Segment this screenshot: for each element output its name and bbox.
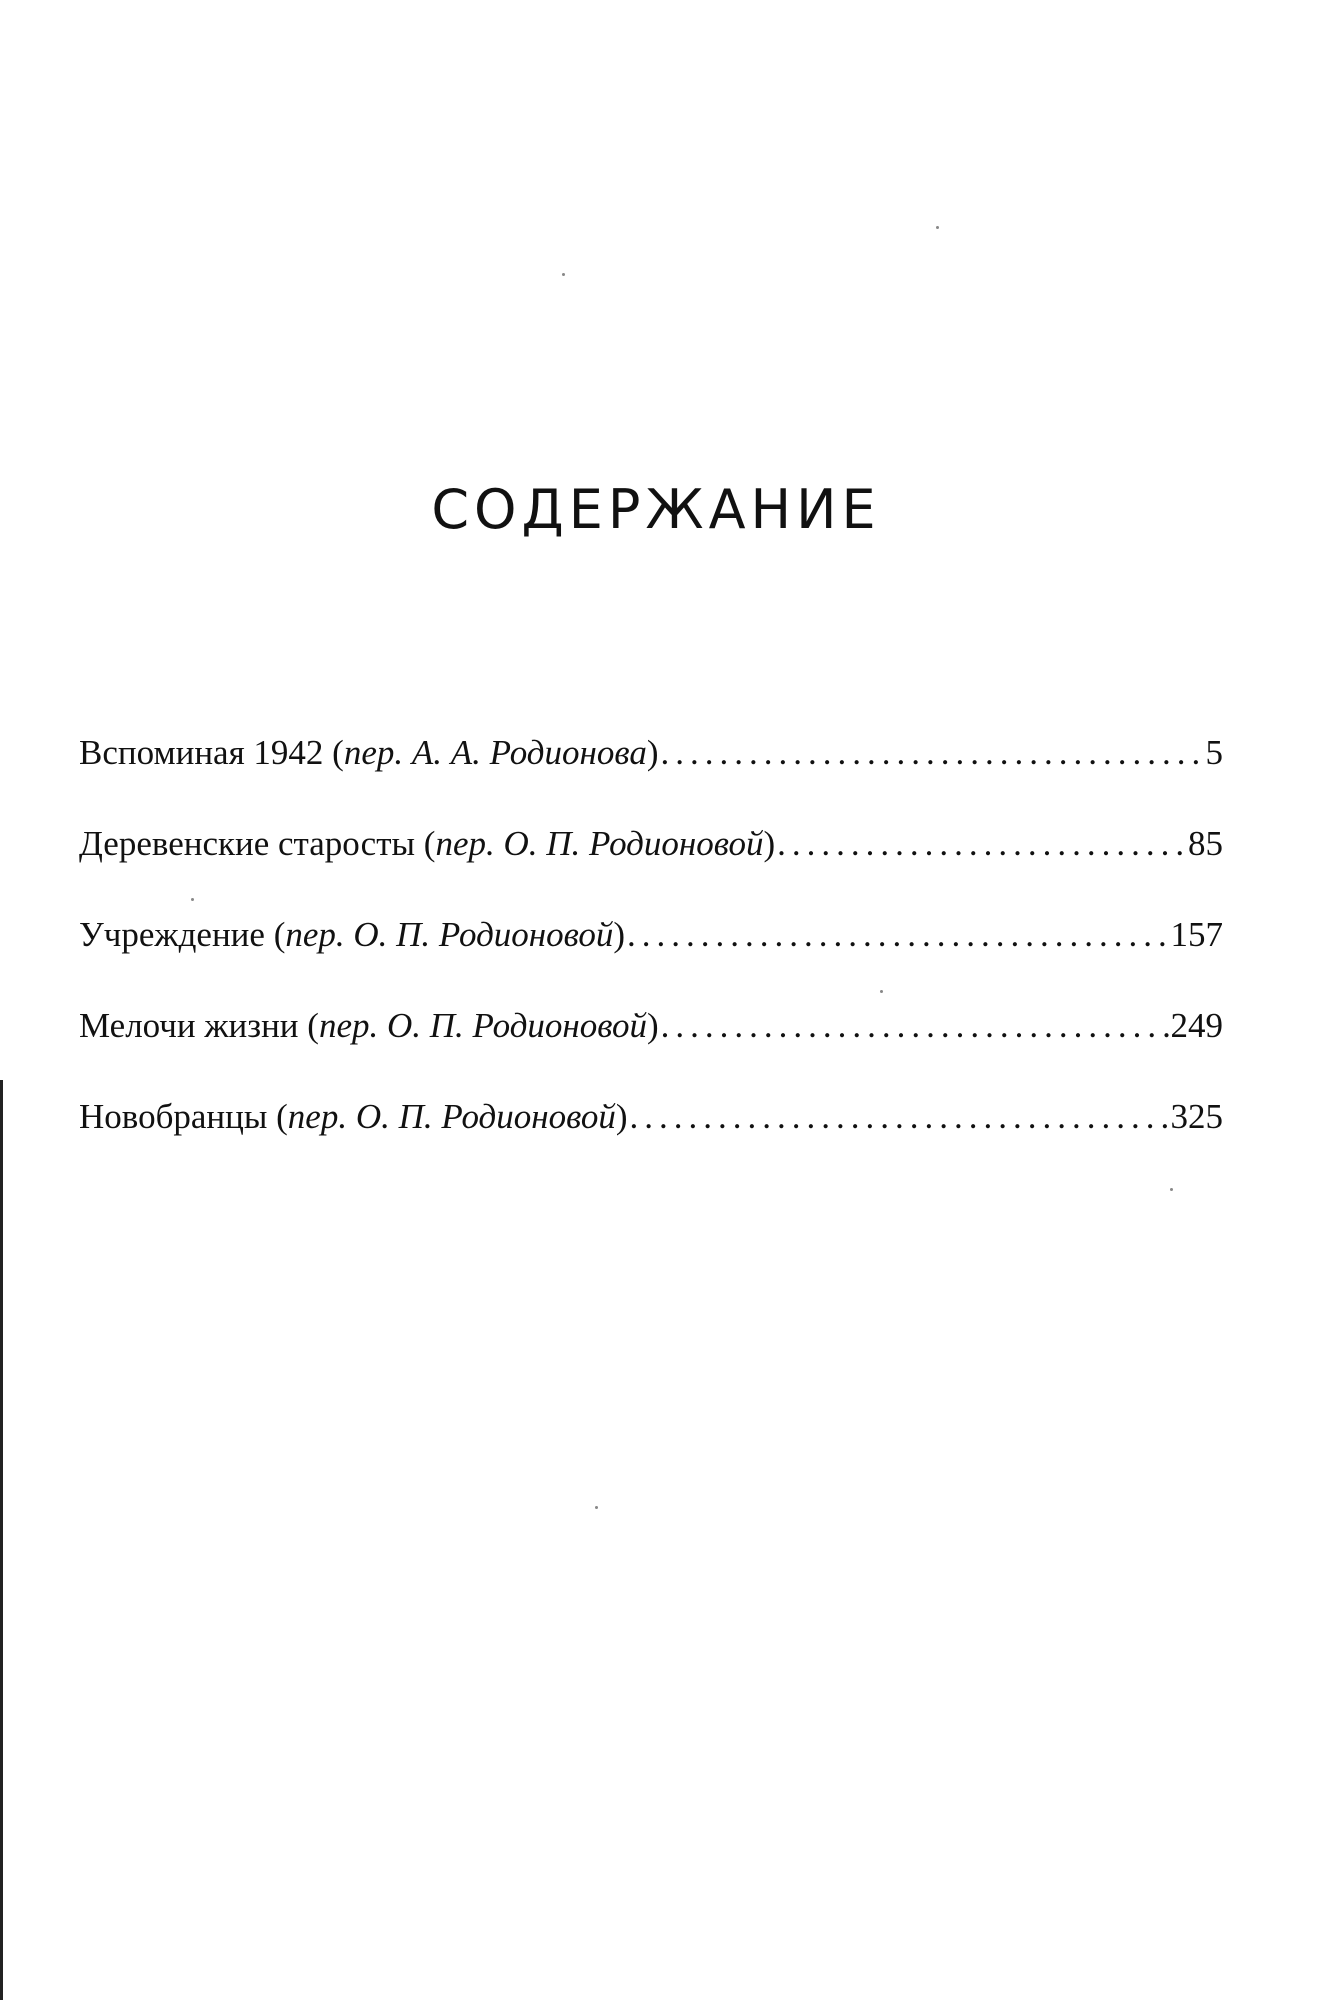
dot-leader [777, 824, 1186, 864]
dot-leader [630, 1097, 1169, 1137]
toc-entry-translator: пер. О. П. Родионовой [287, 1097, 616, 1136]
toc-entry-page-number: 249 [1170, 1006, 1223, 1045]
dot-leader [627, 915, 1168, 955]
toc-entry-title: Мелочи жизни (пер. О. П. Родионовой) [79, 1006, 659, 1045]
table-of-contents [79, 733, 1223, 1188]
toc-entry-page-number: 157 [1170, 915, 1223, 954]
dot-leader [660, 733, 1203, 773]
toc-entry-title: Деревенские старосты (пер. О. П. Родионовой) [79, 824, 776, 863]
scan-speck [1170, 1188, 1173, 1191]
toc-entry-page-number: 325 [1170, 1097, 1223, 1136]
scan-speck [191, 898, 194, 901]
scan-speck [562, 273, 565, 276]
toc-entry-page-number: 5 [1205, 733, 1223, 772]
toc-entry [79, 824, 1223, 915]
toc-entry-title: Вспоминая 1942 (пер. А. А. Родионова) [79, 733, 659, 772]
toc-entry [79, 733, 1223, 824]
toc-entry-title: Новобранцы (пер. О. П. Родионовой) [79, 1097, 628, 1136]
toc-entry-translator: пер. А. А. Родионова [343, 733, 647, 772]
toc-entry-translator: пер. О. П. Родионовой [435, 824, 764, 863]
page-edge-shadow [0, 1080, 3, 2000]
scan-speck [936, 226, 939, 229]
contents-heading: СОДЕРЖАНИЕ [431, 478, 881, 541]
toc-entry-title: Учреждение (пер. О. П. Родионовой) [79, 915, 626, 954]
toc-entry [79, 1097, 1223, 1188]
toc-entry-translator: пер. О. П. Родионовой [318, 1006, 647, 1045]
dot-leader [661, 1006, 1169, 1046]
toc-entry-translator: пер. О. П. Родионовой [285, 915, 614, 954]
toc-entry-page-number: 85 [1188, 824, 1223, 863]
scan-speck [880, 990, 883, 993]
toc-entry [79, 915, 1223, 1006]
scan-speck [595, 1506, 598, 1509]
toc-entry [79, 1006, 1223, 1097]
